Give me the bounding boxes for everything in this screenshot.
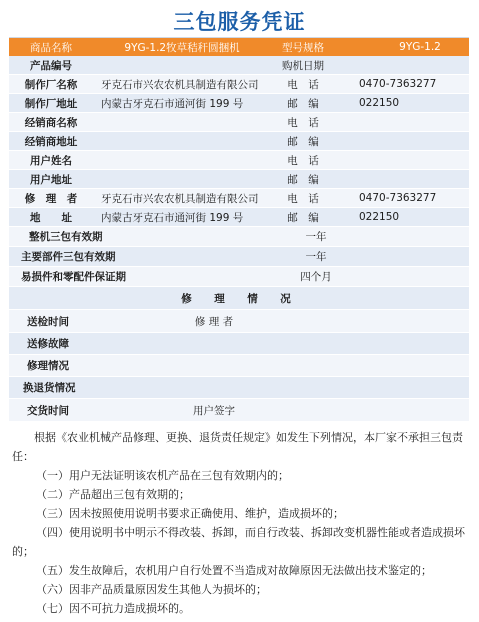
notes-intro: 根据《农业机械产品修理、更换、退货责任规定》如发生下列情况，本厂家不承担三包责任： — [12, 431, 463, 463]
row-label: 易损件和零配件保证期 — [21, 271, 126, 283]
row-label-2: 邮 编 — [287, 135, 319, 148]
table-row-dealer-name — [9, 113, 469, 132]
table-row-repairer — [9, 189, 469, 208]
table-row-product-no — [9, 56, 469, 75]
row-label: 送检时间 — [27, 315, 69, 328]
row-label-2: 电 话 — [287, 154, 319, 167]
table-row-address — [9, 208, 469, 227]
row-value: 内蒙古牙克石市通河街 199 号 — [101, 97, 244, 110]
notes-item-4: （四）使用说明书中明示不得改装、拆卸，而自行改装、拆卸改变机器性能或者造成损坏的； — [12, 526, 465, 558]
row-value-2: 022150 — [359, 211, 400, 223]
notes-item-6: （六）因非产品质量原因发生其他人为损坏的； — [36, 583, 267, 596]
table-row-send-fault — [9, 333, 469, 355]
row-label: 制作厂名称 — [24, 78, 78, 91]
notes-item-3: （三）因未按照使用说明书要求正确使用、维护，造成损坏的； — [36, 507, 344, 520]
row-label: 送修故障 — [27, 338, 69, 350]
table-row-maker-name — [9, 75, 469, 94]
row-label: 用户地址 — [30, 173, 72, 186]
table-row-maker-addr — [9, 94, 469, 113]
repair-section-title — [9, 287, 469, 310]
table-row-wear-warranty — [9, 267, 469, 287]
row-label-2: 电 话 — [287, 116, 319, 129]
row-label: 主要部件三包有效期 — [21, 251, 116, 263]
row-label-2: 邮 编 — [287, 211, 319, 224]
document-title: 三包服务凭证 — [173, 10, 306, 34]
notes-item-2: （二）产品超出三包有效期的； — [36, 488, 190, 501]
exclusion-notes — [12, 428, 470, 618]
row-label: 产品编号 — [30, 59, 72, 72]
row-value-2: 0470-7363277 — [359, 192, 437, 204]
table-row-whole-warranty — [9, 227, 469, 247]
row-value: 牙克石市兴农农机具制造有限公司 — [101, 78, 259, 91]
row-label: 整机三包有效期 — [29, 231, 103, 243]
notes-item-5: （五）发生故障后，农机用户自行处置不当造成对故障原因无法做出技术鉴定的； — [36, 564, 432, 577]
table-row-delivery — [9, 399, 469, 422]
row-label: 修理情况 — [27, 360, 69, 372]
table-row-exchange — [9, 377, 469, 399]
row-label: 经销商名称 — [24, 116, 78, 129]
section-title: 修 理 情 况 — [181, 292, 297, 305]
row-label: 换退货情况 — [23, 382, 76, 394]
row-label: 用户姓名 — [30, 154, 72, 167]
header-model-label: 型号规格 — [282, 41, 324, 54]
row-label-2: 邮 编 — [287, 173, 319, 186]
row-label: 交货时间 — [27, 404, 69, 417]
notes-item-1: （一）用户无法证明该农机产品在三包有效期内的； — [36, 469, 289, 482]
row-label: 修 理 者 — [24, 192, 78, 205]
warranty-table — [9, 37, 469, 422]
row-value: 一年 — [305, 231, 327, 243]
row-label-2: 购机日期 — [282, 59, 324, 72]
row-value-2: 022150 — [359, 97, 400, 109]
row-label-2: 邮 编 — [287, 97, 319, 110]
row-value: 内蒙古牙克石市通河街 199 号 — [101, 211, 244, 224]
row-mid-label: 修 理 者 — [194, 315, 234, 328]
table-row-parts-warranty — [9, 247, 469, 267]
table-row-repair-status — [9, 355, 469, 377]
header-product-name-value: 9YG-1.2牧草秸秆圆捆机 — [124, 41, 240, 54]
header-model-value: 9YG-1.2 — [399, 41, 441, 53]
row-label-2: 电 话 — [287, 78, 319, 91]
row-value: 牙克石市兴农农机具制造有限公司 — [101, 192, 259, 205]
row-label-2: 电 话 — [287, 192, 319, 205]
row-value: 一年 — [305, 251, 327, 263]
row-label: 地 址 — [30, 211, 72, 224]
header-product-name-label: 商品名称 — [30, 41, 72, 54]
row-label: 制作厂地址 — [24, 97, 78, 110]
table-row-send-time — [9, 310, 469, 333]
row-mid-label: 用户签字 — [193, 404, 235, 417]
table-row-user-addr — [9, 170, 469, 189]
table-header — [9, 38, 469, 56]
row-value-2: 0470-7363277 — [359, 78, 437, 90]
row-label: 经销商地址 — [24, 135, 78, 148]
notes-item-7: （七）因不可抗力造成损坏的。 — [36, 602, 190, 615]
table-row-dealer-addr — [9, 132, 469, 151]
row-value: 四个月 — [300, 271, 332, 283]
table-row-user-name — [9, 151, 469, 170]
